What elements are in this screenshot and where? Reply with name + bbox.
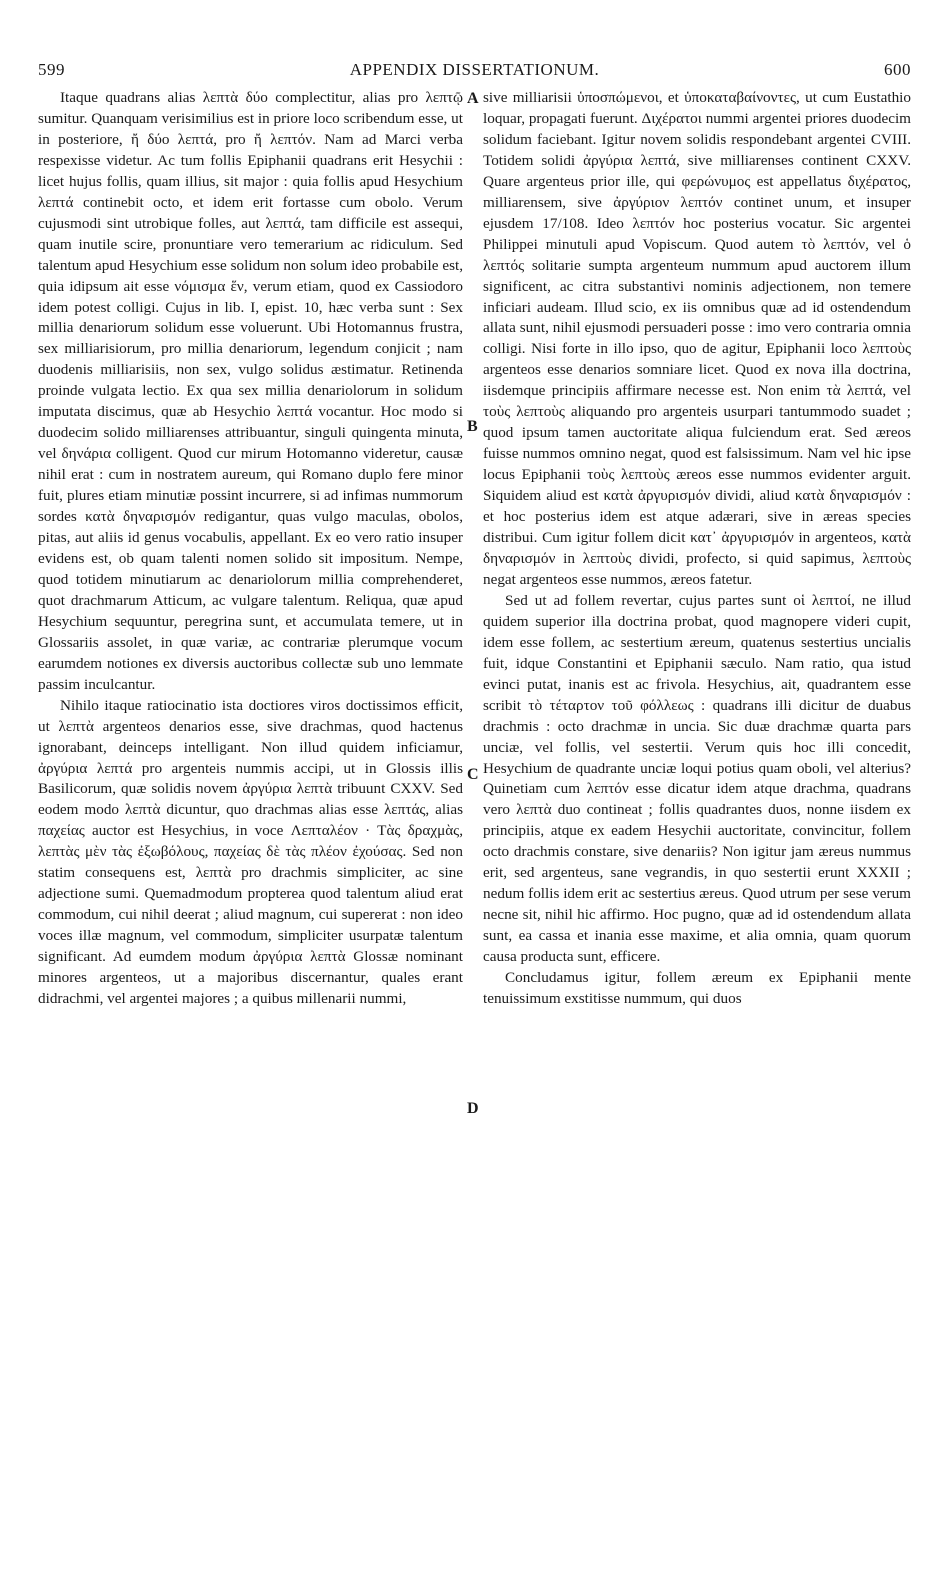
left-paragraph-1: Itaque quadrans alias λεπτὰ δύο complectitur, alias pro λεπτῷ sumitur. Quanquam verisimilius est in priore loco scribendum esse, ut in posteriore, ἤ δύο λεπτά, pro ἤ λεπτόν. Nam ad Marci verba respexisse videtur. Ac tum follis Epiphanii quadrans erit Hesychii : licet hujus follis, quam illius, sit major : quia follis apud Hesychium λεπτά continebit octo, et idem erit fortasse cum obolo. Verum cujusmodi sint utrobique folles, aut λεπτά, tam difficile est assequi, quam inutile scire, pronuntiare vero temerarium ac ridiculum. Sed talentum apud Hesychium esse solidum non solum ideo probabile est, quia idipsum ait esse νόμισμα ἕν, verum etiam, quod ex Cassiodoro idem potest colligi. Cujus in lib. I, epist. 10, hæc verba sunt : Sex millia denariorum solidum esse voluerunt. Ubi Hotomannus frustra, sex milliarisiorum, pro millia denariorum, legendum conjicit ; nam duodenis milliarisiis, non sex, vulgo solidus æstimatur. Retinenda proinde vulgata lectio. Ex qua sex millia denariolorum in solidum imputata discimus, quæ ab Hesychio λεπτά vocantur. Hoc modo si duodecim solido milliarenses attribuantur, singuli quingenta minuta, vel δηνάρια colligent. Quod cur mirum Hotomanno videretur, causæ nihil erat : cum in nostratem aureum, qui Romano duplo fere minor fuit, plures etiam minutiæ possint incurrere, si ad infimas nummorum sordes κατὰ δηναρισμόν redigantur, quas vulgo maculas, obolos, pitas, aut aliis id genus vocabulis, appellant. Ex eo vero ratio insuper evidens est, ob quam talenti nomen solido sit impositum. Nempe, quod totidem minutiarum ac denariolorum millia comprehenderet, quot drachmarum Atticum, ac vulgare talentum. Reliqua, quæ apud Hesychium sequuntur, peregrina sunt, et accumulata temere, ut in Glossariis assolet, in quæ variæ, ac contrariæ plerumque vocum earumdem notiones ex diversis auctoribus collectæ sub uno lemmate passim inculcantur. [38, 89, 463, 693]
left-column [38, 88, 463, 1010]
section-marker-d: D [467, 1100, 479, 1117]
right-column [483, 88, 911, 1010]
section-marker-a: A [467, 90, 479, 107]
section-marker-b: B [467, 418, 478, 435]
right-paragraph-1: sive milliarisii ὑποσπώμενοι, et ὑποκαταβαίνοντες, ut cum Eustathio loquar, propagati fuerunt. Διχέρατοι nummi argentei priores duodecim solidum faciebant. Igitur novem solidis respondebant argentei CVIII. Totidem solidi ἀργύρια λεπτά, sive milliarenses continent CXXV. Quare argenteus prior ille, qui φερώνυμος est appellatus διχέρατος, milliarensem, sive ἀργύριον λεπτόν continet unum, et insuper ejusdem 17/108. Ideo λεπτόν hoc posterius vocatur. Sic argentei Philippei minutuli apud Vopiscum. Quod autem τὸ λεπτόν, vel ὁ λεπτός solitarie sumpta argenteum nummum apud auctorem illum significent, ac citra substantivi nominis adjectionem, non temere inficiari audeam. Illud scio, ex iis omnibus quæ ad id ostendendum allata sunt, nihil ejusmodi persuaderi posse : imo vero contraria omnia colligi. Nisi forte in illo ipso, quo de agitur, Epiphanii loco λεπτοὺς argenteos esse denarios somniare licet. Quod ex nova illa doctrina, iisdemque principiis affirmare necesse est. Non enim τὰ λεπτά, vel τοὺς λεπτοὺς aliquando pro argenteis usurpari tantummodo suadet ; quod ipsum tamen auctoritate aliqua fulciendum erat. Sed æreos fuisse nummos omnino negat, quod est falsissimum. Nam vel hic ipse locus Epiphanii τοὺς λεπτοὺς æreos esse nummos evidenter arguit. Siquidem aliud est κατὰ ἀργυρισμόν dividi, aliud κατὰ δηναρισμόν : et hoc posterius idem est atque adærari, sive in æreas species distribui. Cum igitur follem dicit κατ᾽ ἀργυρισμόν in argenteos, κατὰ δηναρισμόν in λεπτοὺς dividi, profecto, si quid sapimus, λεπτοὺς negat argenteos esse nummos, æreos fatetur. [483, 89, 911, 588]
running-title: APPENDIX DISSERTATIONUM. [349, 60, 600, 79]
page-number-left: 599 [38, 60, 65, 79]
page-header [0, 58, 949, 88]
right-paragraph-2: Sed ut ad follem revertar, cujus partes sunt οἱ λεπτοί, ne illud quidem superior illa doctrina probat, quod magnopere videri cupit, idem esse follem, ac sestertium æreum, quatenus sestertius uncialis fuit, idque Constantini et Epiphanii sæculo. Nam ratio, qua istud evinci putat, inanis est ac frivola. Hesychius, ait, quadrantem esse scribit τὸ τέταρτον τοῦ φόλλεως : quadrans illi dicitur de duabus drachmis : octo drachmæ in uncia. Sic duæ drachmæ quarta pars unciæ, vel follis, vel sestertii. Verum quis hoc illi concedit, Hesychium de quadrante unciæ loqui potius quam oboli, vel alterius? Quinetiam cum λεπτόν esse dicatur idem atque drachma, quadrans vero λεπτὰ duo contineat ; follis quadrantes duos, nonne iisdem ex principiis, atque ex eadem Hesychii auctoritate, convincitur, follem octo drachmis constare, sive denariis? Non igitur jam æreus nummus erit, sed argenteus, sane vegrandis, in quo sestertii erunt XXXII ; nedum follis idem erit ac sestertius æreus. Quod utrum per sese verum necne sit, nihil hic affirmo. Hoc pugno, quæ ad id ostendendum allata sunt, ea cassa et inania esse maxime, et alia omnia, quam quorum causa producta sunt, efficere. [483, 591, 911, 966]
section-marker-c: C [467, 766, 479, 783]
right-paragraph-3: Concludamus igitur, follem æreum ex Epiphanii mente tenuissimum exstitisse nummum, qui duos [483, 969, 911, 1007]
left-paragraph-2: Nihilo itaque ratiocinatio ista doctiores viros doctissimos efficit, ut λεπτὰ argenteos denarios esse, sive drachmas, quod hactenus ignorabant, deinceps intelligant. Non illud quidem inficiamur, ἀργύρια λεπτά pro argenteis nummis accipi, ut in Glossis illis Basilicorum, quæ solidis novem ἀργύρια λεπτὰ tribuunt CXXV. Sed eodem modo λεπτὰ dicuntur, quo drachmas alias esse λεπτάς, alias παχείας auctor est Hesychius, in voce Λεπταλέον · Τὰς δραχμὰς, λεπτὰς μὲν τὰς ἐξωβόλους, παχείας δὲ τὰς πλέον ἐχούσας. Sed non statim consequens est, λεπτὰ pro drachmis simpliciter, ac sine adjectione sumi. Quemadmodum propterea quod talentum aliud erat commodum, cui nihil deerat ; aliud magnum, cui supererat : non ideo voces illæ magnum, vel commodum, simpliciter usurpatæ talentum significant. Ad eumdem modum ἀργύρια λεπτὰ Glossæ nominant minores argenteos, ut a majoribus discernantur, quales erant didrachmi, vel argentei majores ; a quibus millenarii nummi, [38, 696, 463, 1007]
page-number-right: 600 [884, 60, 911, 79]
